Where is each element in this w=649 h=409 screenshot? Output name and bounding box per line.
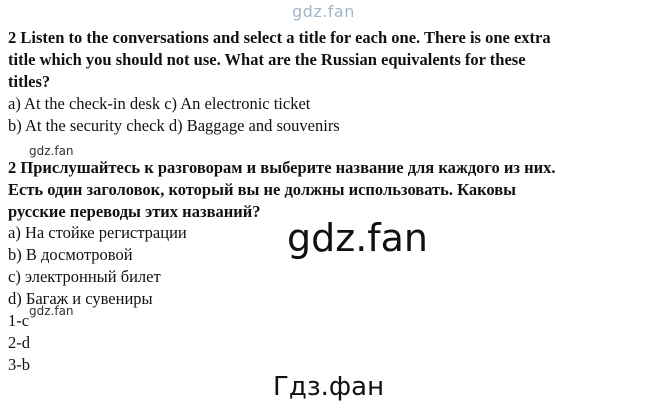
russian-option: a) На стойке регистрации [8,223,187,242]
russian-option: d) Багаж и сувениры [8,289,153,308]
russian-task-line: Есть один заголовок, который вы не должны использовать. Каковы [8,180,517,199]
english-task-line: title which you should not use. What are the Russian equivalents for these [8,50,526,69]
english-task-line: 2 Listen to the conversations and select a title for each one. There is one extra [8,28,551,47]
watermark-top: gdz.fan [292,2,355,21]
english-task-line: titles? [8,72,51,91]
answer-line: 2-d [8,333,30,352]
watermark-bottom: Гдз.фан [273,372,385,402]
russian-task-line: 2 Прислушайтесь к разговорам и выберите название для каждого из них. [8,158,556,177]
russian-option: c) электронный билет [8,267,161,286]
watermark-small-1: gdz.fan [29,144,74,158]
english-option: b) At the security check d) Baggage and souvenirs [8,116,340,135]
watermark-middle: gdz.fan [287,216,429,260]
watermark-small-2: gdz.fan [29,304,74,318]
answer-line: 1-c [8,311,30,330]
russian-task-line: русские переводы этих названий? [8,202,261,221]
russian-option: b) В досмотровой [8,245,133,264]
english-option: a) At the check-in desk c) An electronic ticket [8,94,311,113]
answer-line: 3-b [8,355,30,374]
